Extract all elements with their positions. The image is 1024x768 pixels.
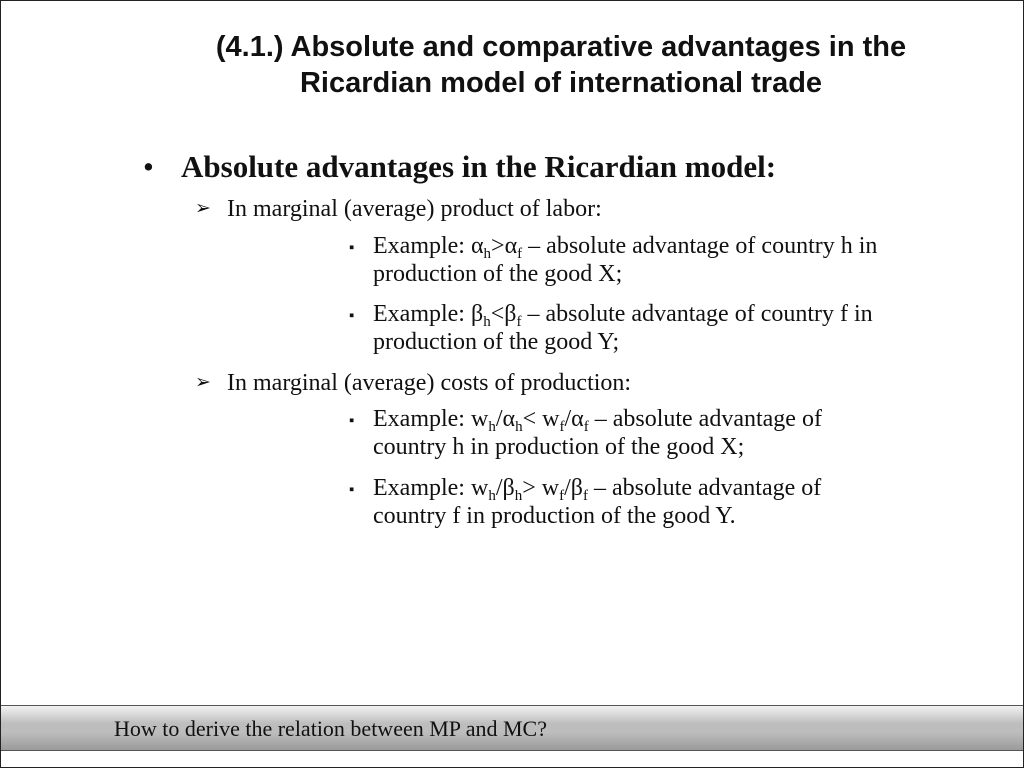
main-heading: Absolute advantages in the Ricardian model: [181, 149, 777, 184]
bullet-icon: • [143, 149, 154, 184]
arrow-bullet-icon: ➢ [195, 198, 211, 219]
example-text: Example: $w_h/\beta_h> w_f/\beta_f$ – absolute advantage of country f in production of the good Y. [373, 475, 822, 529]
square-bullet-icon: ▪ [349, 240, 355, 256]
title-line-2: Ricardian model of international trade [299, 67, 823, 99]
slide-title [121, 29, 1001, 101]
footer-bar [1, 705, 1023, 751]
example-text: Example: $w_h/\alpha_h< w_f/\alpha_f$ – absolute advantage of country h in production of the good X; [373, 406, 822, 460]
footer-text: How to derive the relation between MP and MC? [114, 716, 547, 741]
square-bullet-icon: ▪ [349, 308, 355, 324]
title-line-1: (4.1.) Absolute and comparative advantages in the [215, 31, 907, 63]
sub-bullet-label: In marginal (average) costs of production: [227, 370, 632, 396]
square-bullet-icon: ▪ [349, 482, 355, 498]
example-text: Example: $\alpha_h>\alpha_f$ – absolute advantage of country h in production of the good X; [373, 233, 878, 287]
sub-bullet-label: In marginal (average) product of labor: [227, 196, 602, 222]
arrow-bullet-icon: ➢ [195, 372, 211, 393]
square-bullet-icon: ▪ [349, 413, 355, 429]
example-text: Example: $\beta_h<\beta_f$ – absolute advantage of country f in production of the good Y; [373, 301, 873, 355]
